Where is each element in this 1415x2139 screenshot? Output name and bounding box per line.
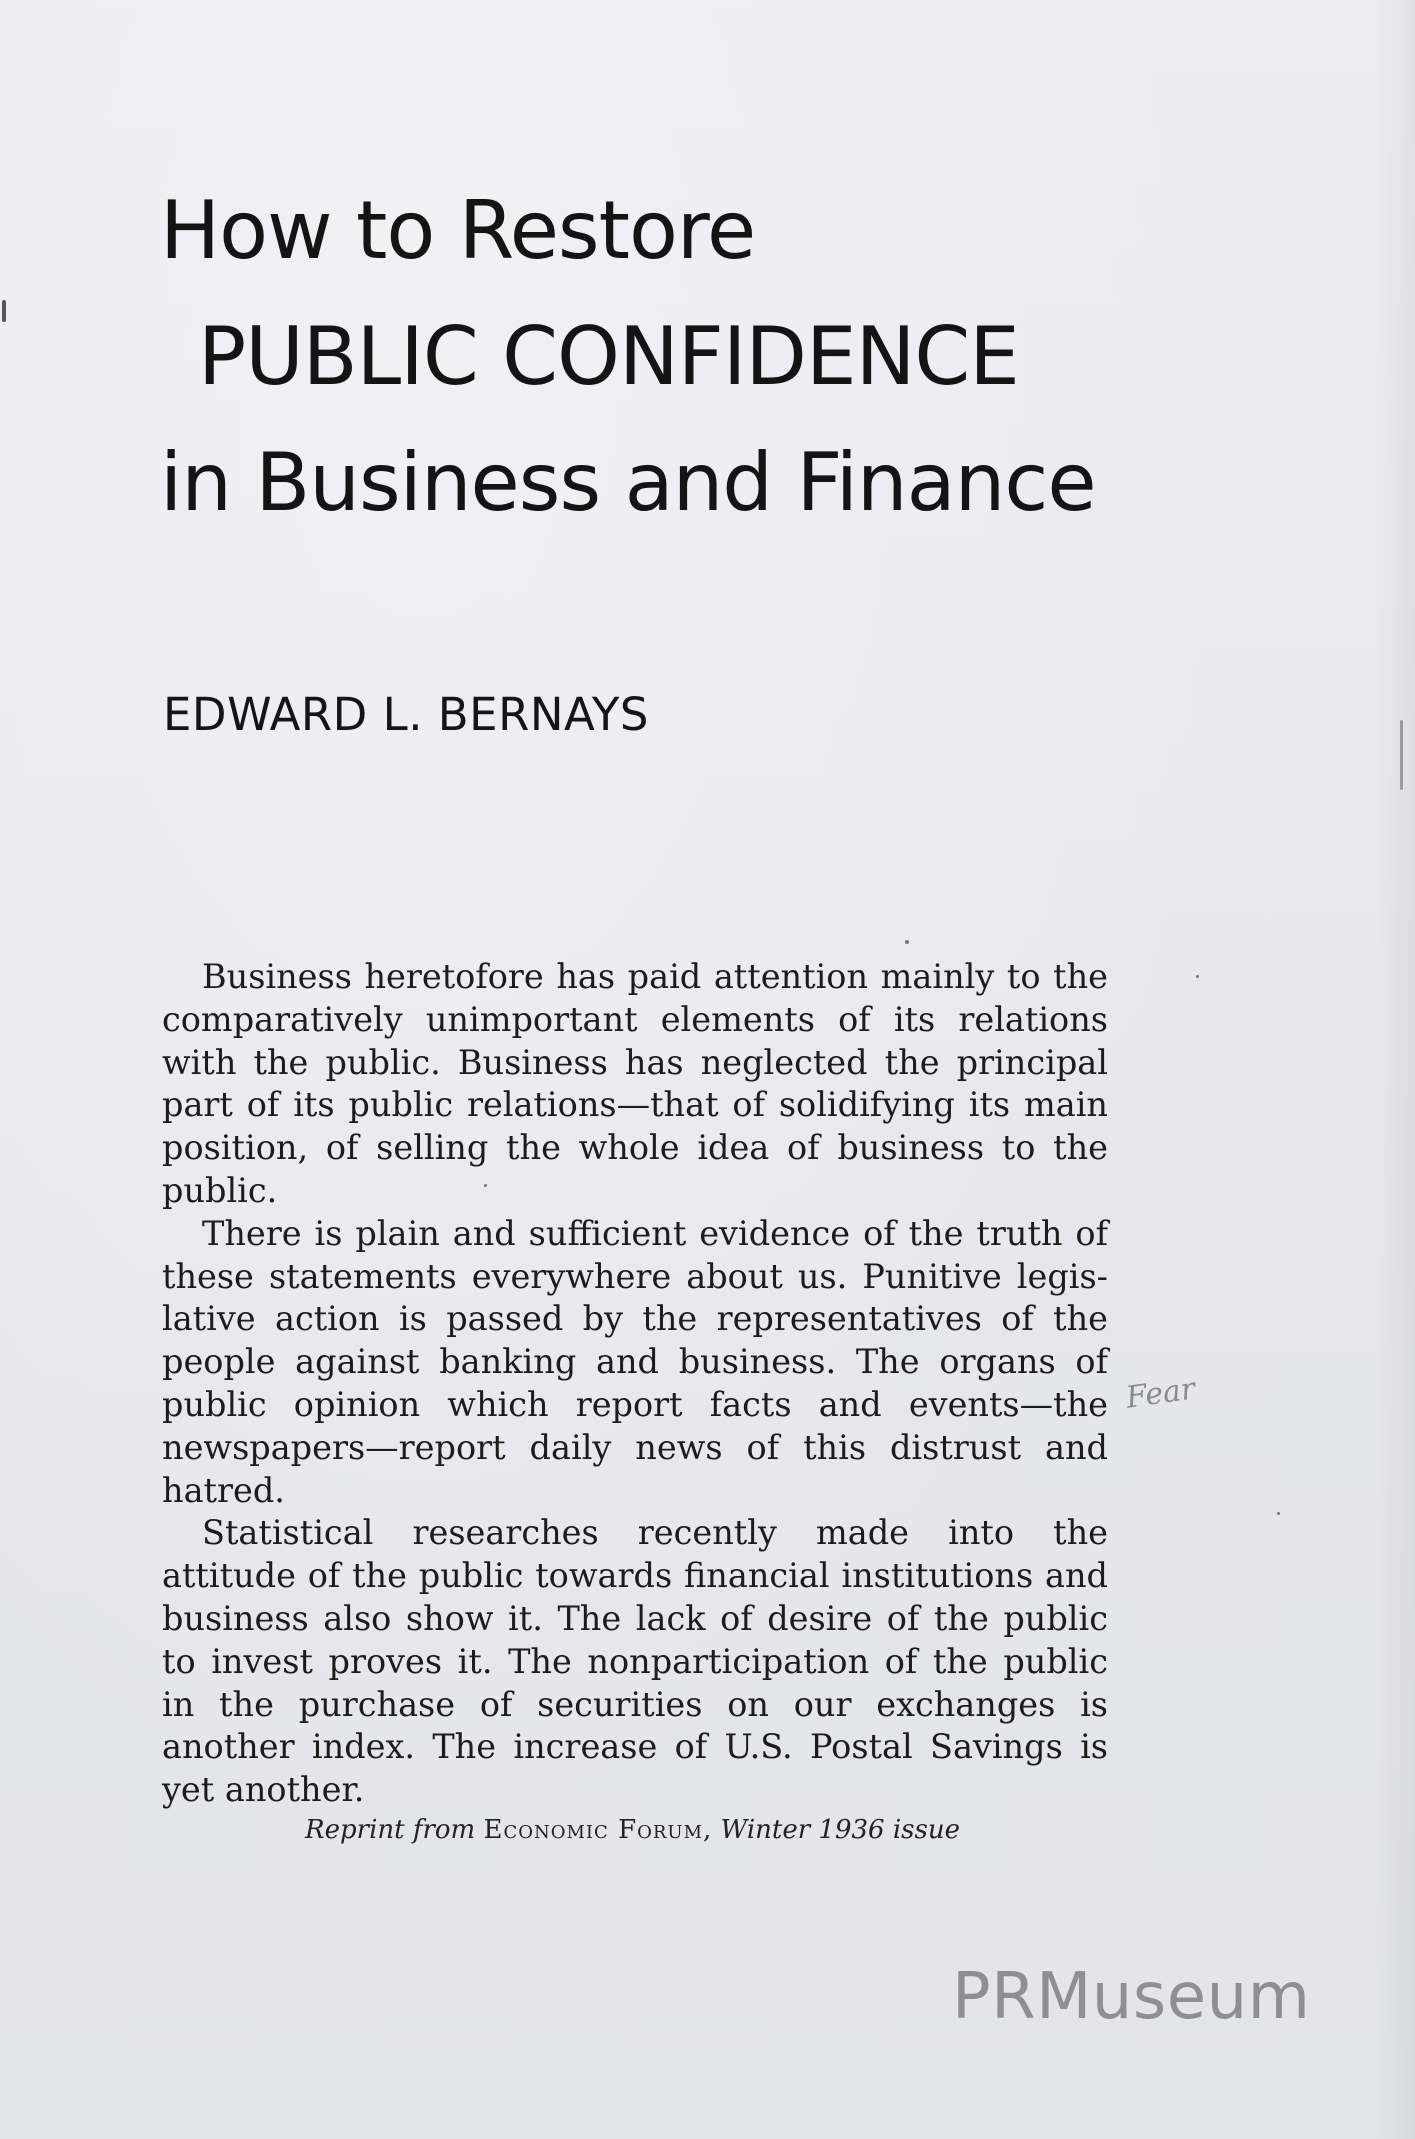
footnote-prefix: Reprint from: [305, 1815, 476, 1845]
speck: [905, 940, 909, 944]
footnote-publication: Economic Forum,: [483, 1815, 713, 1845]
page-title: [160, 168, 1096, 546]
paragraph-2: There is plain and sufficient evidence of the truth of these statements everywhere about us. Punitive legislative action is passed by the representatives of the people against banking and business. The organs of public opinion which report facts and events—the newspapers—report daily news of this distrust and hatred.: [162, 1213, 1108, 1510]
scan-mark: [2, 300, 6, 322]
title-line-1: How to Restore: [160, 184, 756, 277]
title-line-2: PUBLIC CONFIDENCE: [198, 310, 1019, 403]
article-body: [162, 956, 1108, 1812]
prmuseum-watermark: PRMuseum: [952, 1960, 1311, 2034]
speck: [1196, 975, 1199, 978]
title-line-3: in Business and Finance: [160, 436, 1096, 529]
handwritten-margin-note: Fear: [1123, 1371, 1198, 1416]
speck: [1277, 1512, 1280, 1515]
reprint-footnote: [0, 1815, 1265, 1845]
footnote-issue: Winter 1936 issue: [720, 1815, 960, 1845]
paragraph-1: Business heretofore has paid attention mainly to the comparatively unimportant elements of its relations with the public. Business has neglected the principal part of its public relations—that of solidifying its main position, of selling the whole idea of business to the public.: [162, 957, 1108, 1210]
paragraph-3: Statistical researches recently made into the attitude of the public towards financial institutions and business also show it. The lack of desire of the public to invest proves it. The nonparticipation of the public in the purchase of securities on our exchanges is another index. The increase of U.S. Postal Savings is yet another.: [162, 1513, 1108, 1810]
page-fold-shadow: [1375, 0, 1415, 2139]
author-name: EDWARD L. BERNAYS: [163, 688, 649, 741]
fold-mark: [1400, 720, 1403, 790]
